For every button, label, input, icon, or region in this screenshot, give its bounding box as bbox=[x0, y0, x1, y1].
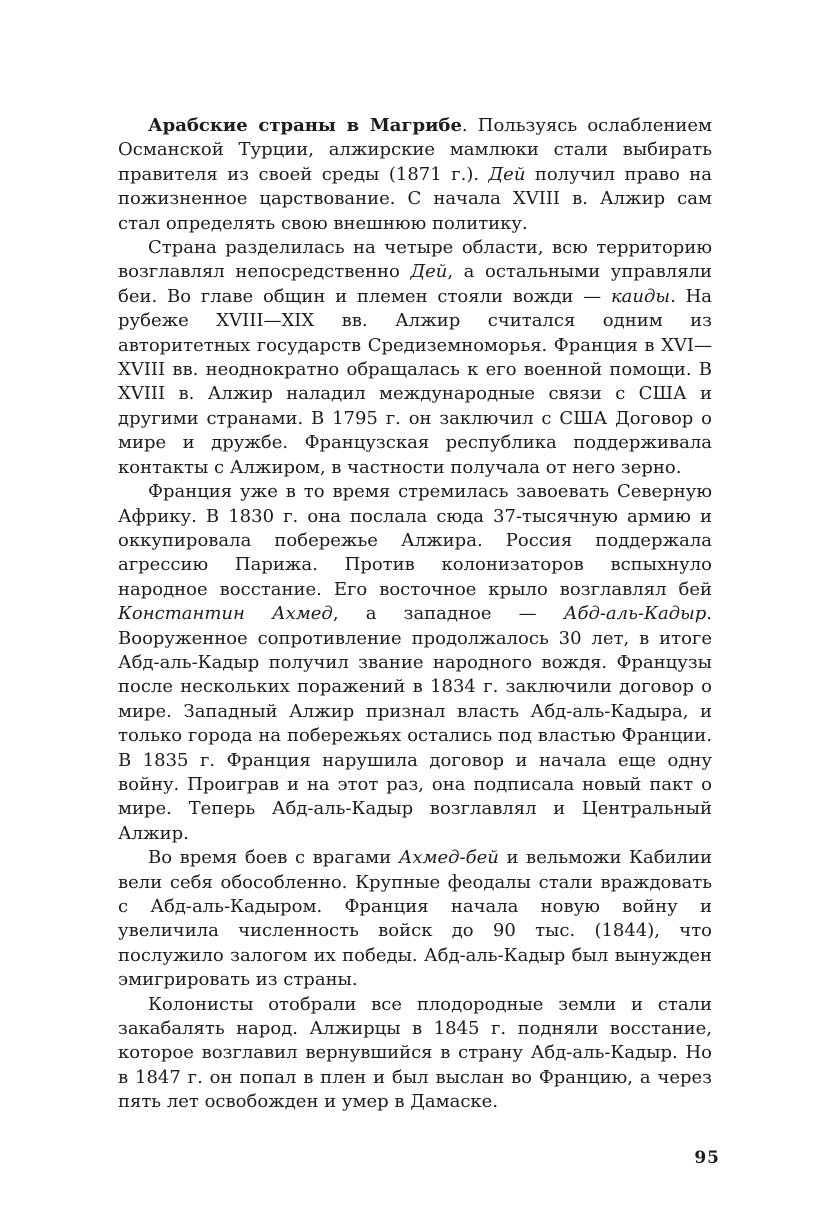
italic-term-text: Абд-аль-Кадыр bbox=[563, 603, 707, 625]
paragraph-text: Во время боев с врагами bbox=[148, 847, 399, 869]
italic-term-text: Ахмед-бей bbox=[398, 847, 499, 869]
paragraph-text: Франция уже в то время стремилась завоевать Северную Африку. В 1830 г. она послала сюда 37-тысячную армию и оккупировала побережье Алжира. Россия поддержала агрессию Парижа. Против колонизаторов вспыхнуло народное восстание. Его восточное крыло возглавлял бей bbox=[118, 481, 712, 600]
italic-term-text: Дей bbox=[488, 163, 526, 185]
paragraph bbox=[118, 993, 712, 1115]
paragraph-text: Страна разделилась на четыре области, всю территорию возглавлял непосредственно bbox=[118, 237, 712, 283]
italic-term-text: Дей bbox=[410, 261, 448, 283]
paragraph-text: . Пользуясь ослаблением Османской Турции, алжирские мамлюки стали выбирать правителя из своей среды (1871 г.). bbox=[118, 115, 712, 185]
page-body bbox=[118, 114, 712, 1115]
page-number: 95 bbox=[694, 1148, 720, 1168]
paragraph-text: . На рубеже XVIII—XIX вв. Алжир считался одним из авторитетных государств Средиземноморья. Франция в XVI—XVIII вв. неоднократно обращалась к его военной помощи. В XVIII в. Алжир наладил международные связи с США и другими странами. В 1795 г. он заключил с США Договор о мире и дружбе. Французская республика поддерживала контакты с Алжиром, в частности получала от него зерно. bbox=[118, 285, 713, 478]
paragraph-text: , а остальными управляли беи. Во главе общин и племен стояли вожди — bbox=[118, 261, 712, 307]
bold-heading-text: Арабские страны в Магрибе bbox=[148, 115, 462, 136]
paragraph bbox=[118, 114, 712, 236]
paragraph-text: и вельможи Кабилии вели себя обособленно. Крупные феодалы стали враждовать с Абд-аль-Кадыром. Франция начала новую войну и увеличила численность войск до 90 тыс. (1844), что послужило залогом их победы. Абд-аль-Кадыр был вынужден эмигрировать из страны. bbox=[118, 847, 712, 991]
paragraph bbox=[118, 236, 712, 480]
italic-term-text: Константин Ахмед bbox=[118, 603, 333, 625]
paragraph-text: Колонисты отобрали все плодородные земли и стали закабалять народ. Алжирцы в 1845 г. подняли восстание, которое возглавил вернувшийся в страну Абд-аль-Кадыр. Но в 1847 г. он попал в плен и был выслан во Францию, а через пять лет освобожден и умер в Дамаске. bbox=[118, 993, 712, 1113]
italic-term-text: каиды bbox=[610, 285, 671, 307]
paragraph-text: , а западное — bbox=[332, 603, 564, 625]
paragraph bbox=[118, 846, 712, 992]
paragraph-text: . Вооруженное сопротивление продолжалось 30 лет, в итоге Абд-аль-Кадыр получил звание народного вождя. Французы после нескольких поражений в 1834 г. заключили договор о мире. Западный Алжир признал власть Абд-аль-Кадыра, и только города на побережьях остались под властью Франции. В 1835 г. Франция нарушила договор и начала еще одну войну. Проиграв и на этот раз, она подписала новый пакт о мире. Теперь Абд-аль-Кадыр возглавлял и Центральный Алжир. bbox=[118, 603, 712, 844]
paragraph-text: получил право на пожизненное царствование. С начала XVIII в. Алжир сам стал определять свою внешнюю политику. bbox=[118, 163, 712, 234]
paragraph bbox=[118, 480, 712, 846]
